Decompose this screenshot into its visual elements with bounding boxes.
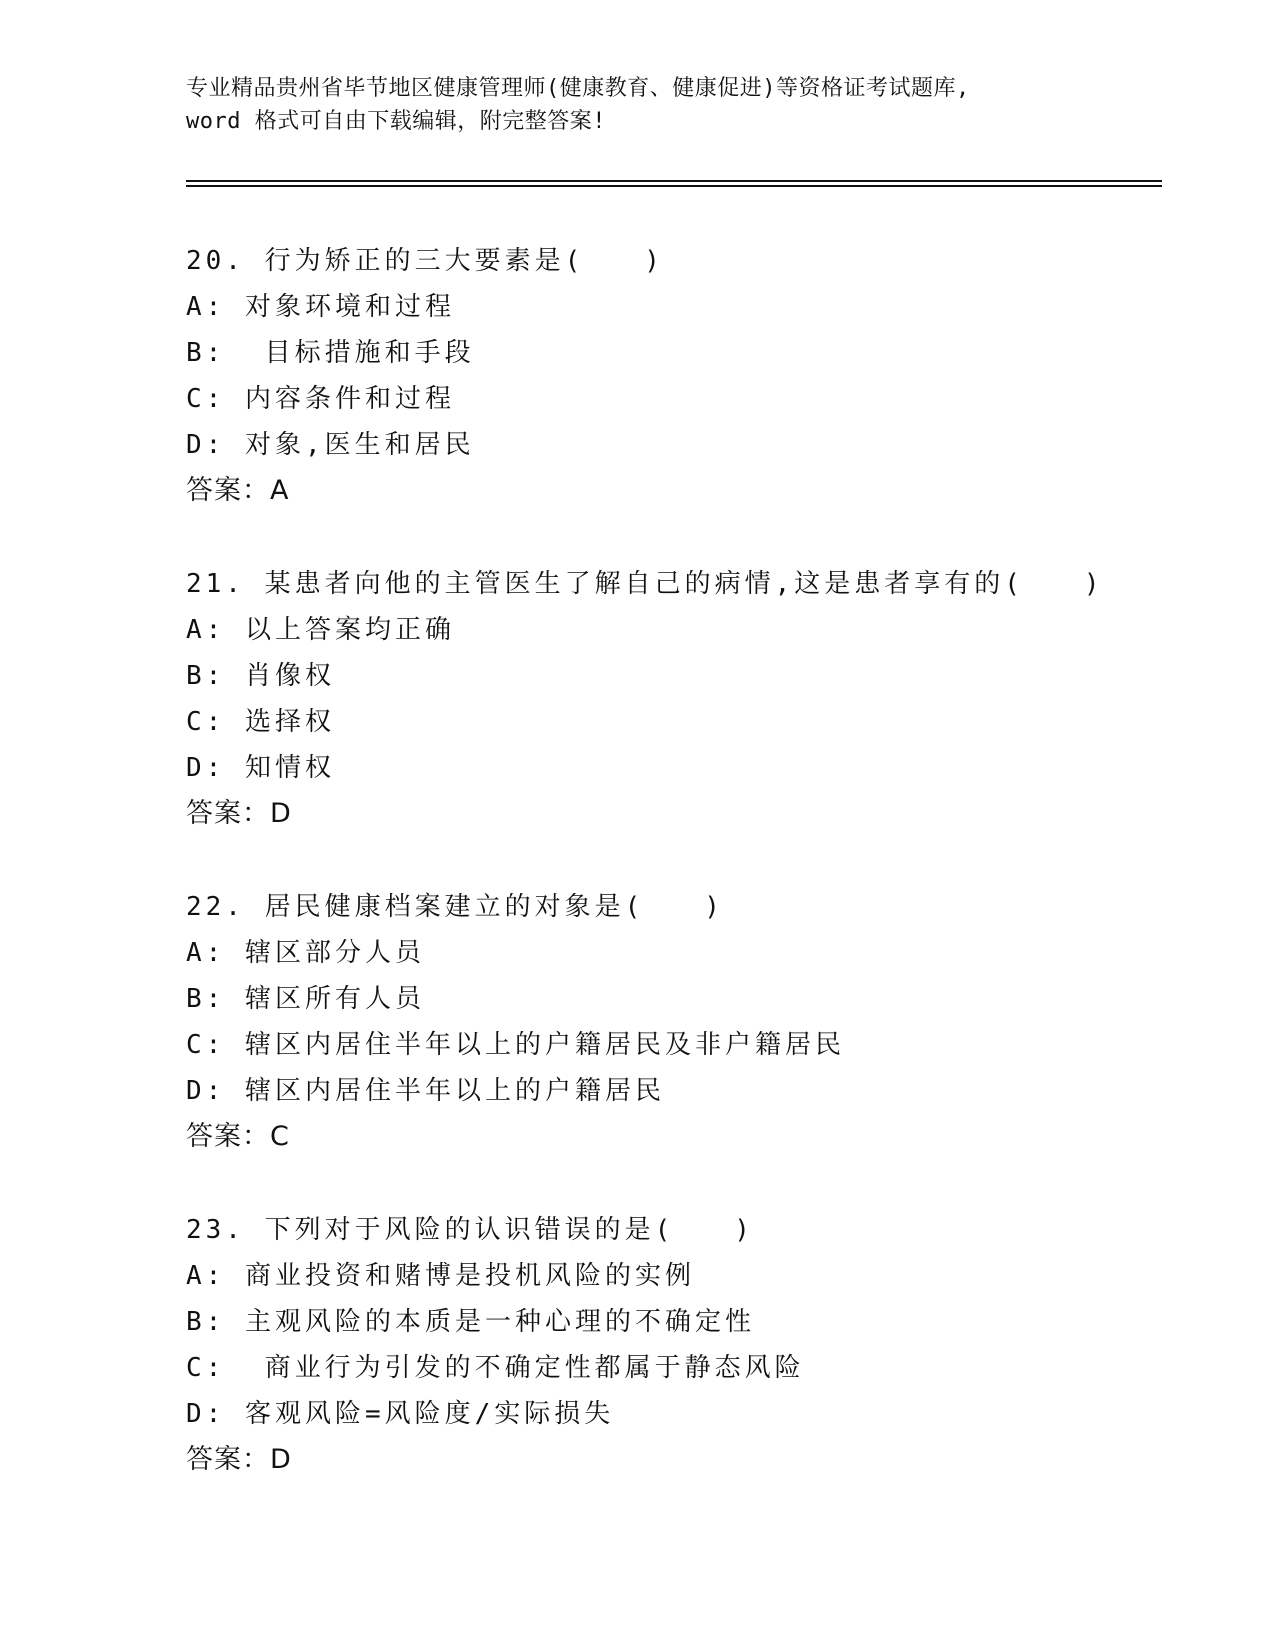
question-stem: 22. 居民健康档案建立的对象是( )	[186, 892, 724, 922]
question-20	[186, 238, 1166, 514]
header-divider-top	[186, 180, 1162, 182]
option-d: D: 客观风险=风险度/实际损失	[186, 1399, 615, 1429]
option-b: B: 肖像权	[186, 661, 335, 691]
option-c: C: 内容条件和过程	[186, 384, 455, 414]
option-b: B: 辖区所有人员	[186, 984, 425, 1014]
option-c: C: 辖区内居住半年以上的户籍居民及非户籍居民	[186, 1030, 845, 1060]
option-c: C: 选择权	[186, 707, 335, 737]
option-d: D: 知情权	[186, 753, 335, 783]
answer-line: 答案：C	[186, 1121, 290, 1152]
question-21	[186, 561, 1166, 837]
answer-line: 答案：D	[186, 798, 292, 829]
question-stem: 20. 行为矫正的三大要素是( )	[186, 246, 664, 276]
question-stem: 23. 下列对于风险的认识错误的是( )	[186, 1215, 754, 1245]
option-d: D: 对象,医生和居民	[186, 430, 475, 460]
option-a: A: 辖区部分人员	[186, 938, 425, 968]
option-a: A: 商业投资和赌博是投机风险的实例	[186, 1261, 695, 1291]
header-line-2: word 格式可自由下载编辑，附完整答案!	[186, 109, 606, 134]
answer-line: 答案：D	[186, 1444, 292, 1475]
option-a: A: 对象环境和过程	[186, 292, 455, 322]
question-stem: 21. 某患者向他的主管医生了解自己的病情,这是患者享有的( )	[186, 569, 1104, 599]
question-23	[186, 1207, 1166, 1483]
document-header	[186, 72, 1086, 138]
question-list	[186, 238, 1166, 1530]
option-c: C: 商业行为引发的不确定性都属于静态风险	[186, 1353, 805, 1383]
answer-line: 答案：A	[186, 475, 290, 506]
option-b: B: 主观风险的本质是一种心理的不确定性	[186, 1307, 755, 1337]
header-line-1: 专业精品贵州省毕节地区健康管理师(健康教育、健康促进)等资格证考试题库,	[186, 76, 970, 101]
option-d: D: 辖区内居住半年以上的户籍居民	[186, 1076, 665, 1106]
option-b: B: 目标措施和手段	[186, 338, 475, 368]
option-a: A: 以上答案均正确	[186, 615, 455, 645]
header-divider-bottom	[186, 185, 1162, 187]
question-22	[186, 884, 1166, 1160]
